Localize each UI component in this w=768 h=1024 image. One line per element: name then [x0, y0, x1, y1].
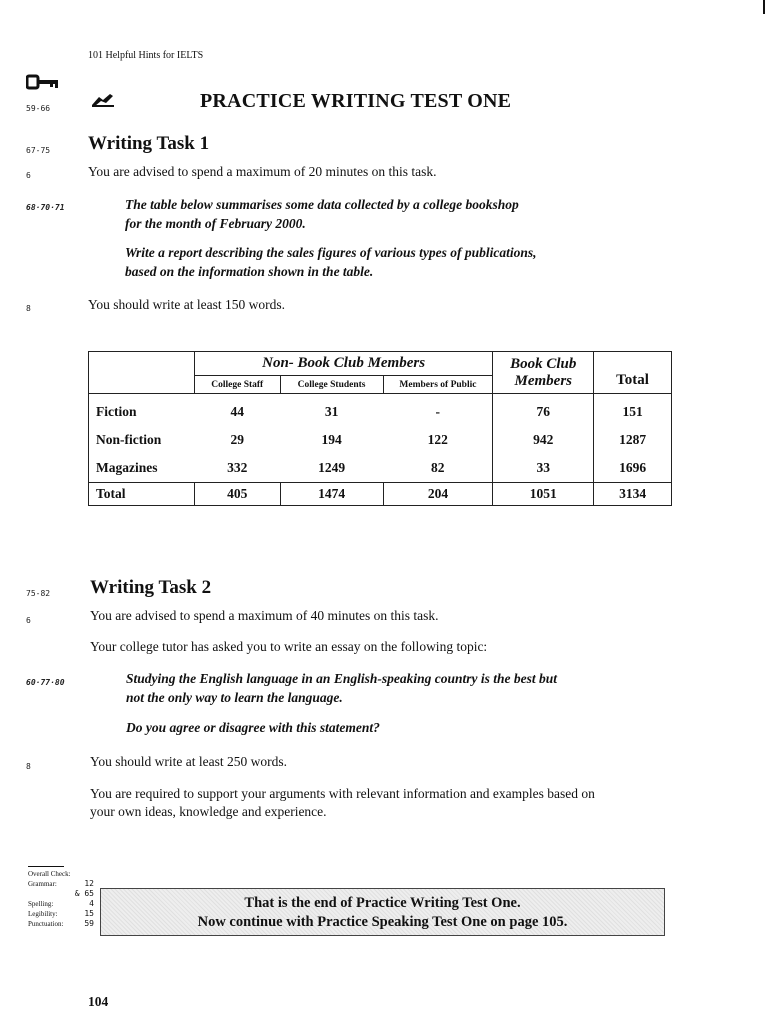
task2-support [90, 785, 690, 821]
book-club-header-line1: Book Club [510, 355, 577, 372]
margin-ref-title: 59-66 [26, 104, 51, 113]
table-cell: 33 [493, 454, 594, 483]
task2-statement [126, 669, 626, 707]
key-icon [26, 74, 60, 95]
table-cell: 1474 [280, 483, 383, 506]
table-cell: 76 [493, 394, 594, 427]
running-header: 101 Helpful Hints for IELTS [88, 50, 204, 61]
checklist-label: Grammar: [28, 880, 57, 888]
table-cell: 122 [427, 432, 448, 447]
table-cell: 942 [493, 426, 594, 454]
page-number: 104 [88, 994, 109, 1009]
margin-ref-task1-heading: 67-75 [26, 146, 51, 155]
table-cell: 3134 [594, 483, 672, 506]
table-cell: 31 [324, 404, 339, 419]
task2-support-line2: your own ideas, knowledge and experience. [90, 804, 327, 819]
margin-ref-task1-words: 8 [26, 304, 31, 313]
table-row [89, 426, 672, 454]
college-staff-header: College Staff [194, 376, 280, 394]
end-box-line1: That is the end of Practice Writing Test One. [244, 895, 521, 911]
overall-check-box [28, 866, 94, 929]
checklist-item [28, 899, 94, 909]
task2-question: Do you agree or disagree with this statement? [126, 720, 380, 735]
checklist-label: Punctuation: [28, 920, 64, 928]
table-cell: 82 [430, 460, 445, 475]
margin-ref-task2-heading: 75-82 [26, 589, 51, 598]
margin-ref-task1-prompt: 68·70·71 [26, 203, 65, 212]
members-of-public-header: Members of Public [383, 376, 493, 394]
table-cell: 332 [227, 460, 248, 475]
checklist-value: & 65 [74, 889, 94, 898]
book-club-header-line2: Members [514, 372, 572, 389]
table-cell: - [435, 404, 440, 419]
non-book-club-header: Non- Book Club Members [194, 352, 493, 376]
sales-table [88, 351, 672, 506]
total-column-header: Total [594, 352, 672, 394]
margin-ref-task2-prompt: 60·77·80 [26, 678, 65, 687]
row-label: Magazines [96, 460, 158, 475]
margin-ref-task1-advice: 6 [26, 171, 31, 180]
task1-word-requirement: You should write at least 150 words. [88, 297, 285, 312]
task2-statement-line1: Studying the English language in an English-speaking country is the best but [126, 671, 557, 686]
book-club-header [493, 352, 594, 394]
margin-ref-task2-words: 8 [26, 762, 31, 771]
table-cell: 194 [321, 432, 342, 447]
checklist-value: 4 [89, 899, 94, 908]
table-cell: 1696 [594, 454, 672, 483]
checklist-item [28, 909, 94, 919]
end-of-test-box [100, 888, 665, 936]
task1-instruction-line1: Write a report describing the sales figures of various types of publications, [125, 245, 537, 260]
task1-instruction-line2: based on the information shown in the table. [125, 264, 374, 279]
table-cell: 1287 [594, 426, 672, 454]
row-label: Total [89, 483, 195, 506]
table-cell: 151 [594, 394, 672, 427]
task1-prompt-line2: for the month of February 2000. [125, 216, 306, 231]
checklist-rule [28, 866, 64, 867]
table-cell: 1051 [493, 483, 594, 506]
task2-advice: You are advised to spend a maximum of 40 minutes on this task. [90, 608, 439, 623]
table-corner-cell [89, 352, 195, 394]
checklist-label: Legibility: [28, 910, 58, 918]
college-students-header: College Students [280, 376, 383, 394]
table-cell: 44 [230, 404, 244, 419]
writing-hand-icon [90, 92, 116, 113]
task1-instruction [125, 243, 595, 281]
task2-support-line1: You are required to support your arguments with relevant information and examples based on [90, 786, 595, 801]
checklist-title: Overall Check: [28, 870, 71, 878]
task2-heading: Writing Task 2 [90, 577, 212, 598]
checklist-value: 12 [84, 879, 94, 888]
row-label: Fiction [96, 404, 137, 419]
checklist-label: Spelling: [28, 900, 54, 908]
row-label: Non-fiction [96, 432, 162, 447]
task1-prompt-line1: The table below summarises some data collected by a college bookshop [125, 197, 519, 212]
table-cell: 405 [194, 483, 280, 506]
table-cell: 29 [230, 432, 244, 447]
margin-ref-task2-advice: 6 [26, 616, 31, 625]
checklist-item [28, 879, 94, 889]
table-row [89, 454, 672, 483]
page-title: PRACTICE WRITING TEST ONE [200, 90, 512, 112]
task1-advice: You are advised to spend a maximum of 20 minutes on this task. [88, 164, 437, 179]
page-edge-mark [763, 0, 765, 14]
task2-statement-line2: not the only way to learn the language. [126, 690, 343, 705]
checklist-item [28, 919, 94, 929]
table-total-row [89, 483, 672, 506]
table-row [89, 394, 672, 427]
checklist-item [28, 889, 94, 899]
task2-word-requirement: You should write at least 250 words. [90, 754, 287, 769]
task1-heading: Writing Task 1 [88, 133, 210, 154]
task1-prompt [125, 195, 595, 233]
table-cell: 1249 [318, 460, 346, 475]
checklist-value: 15 [84, 909, 94, 918]
table-cell: 204 [383, 483, 493, 506]
end-box-line2: Now continue with Practice Speaking Test One on page 105. [197, 914, 568, 930]
task2-intro: Your college tutor has asked you to write an essay on the following topic: [90, 639, 488, 654]
checklist-value: 59 [84, 919, 94, 928]
